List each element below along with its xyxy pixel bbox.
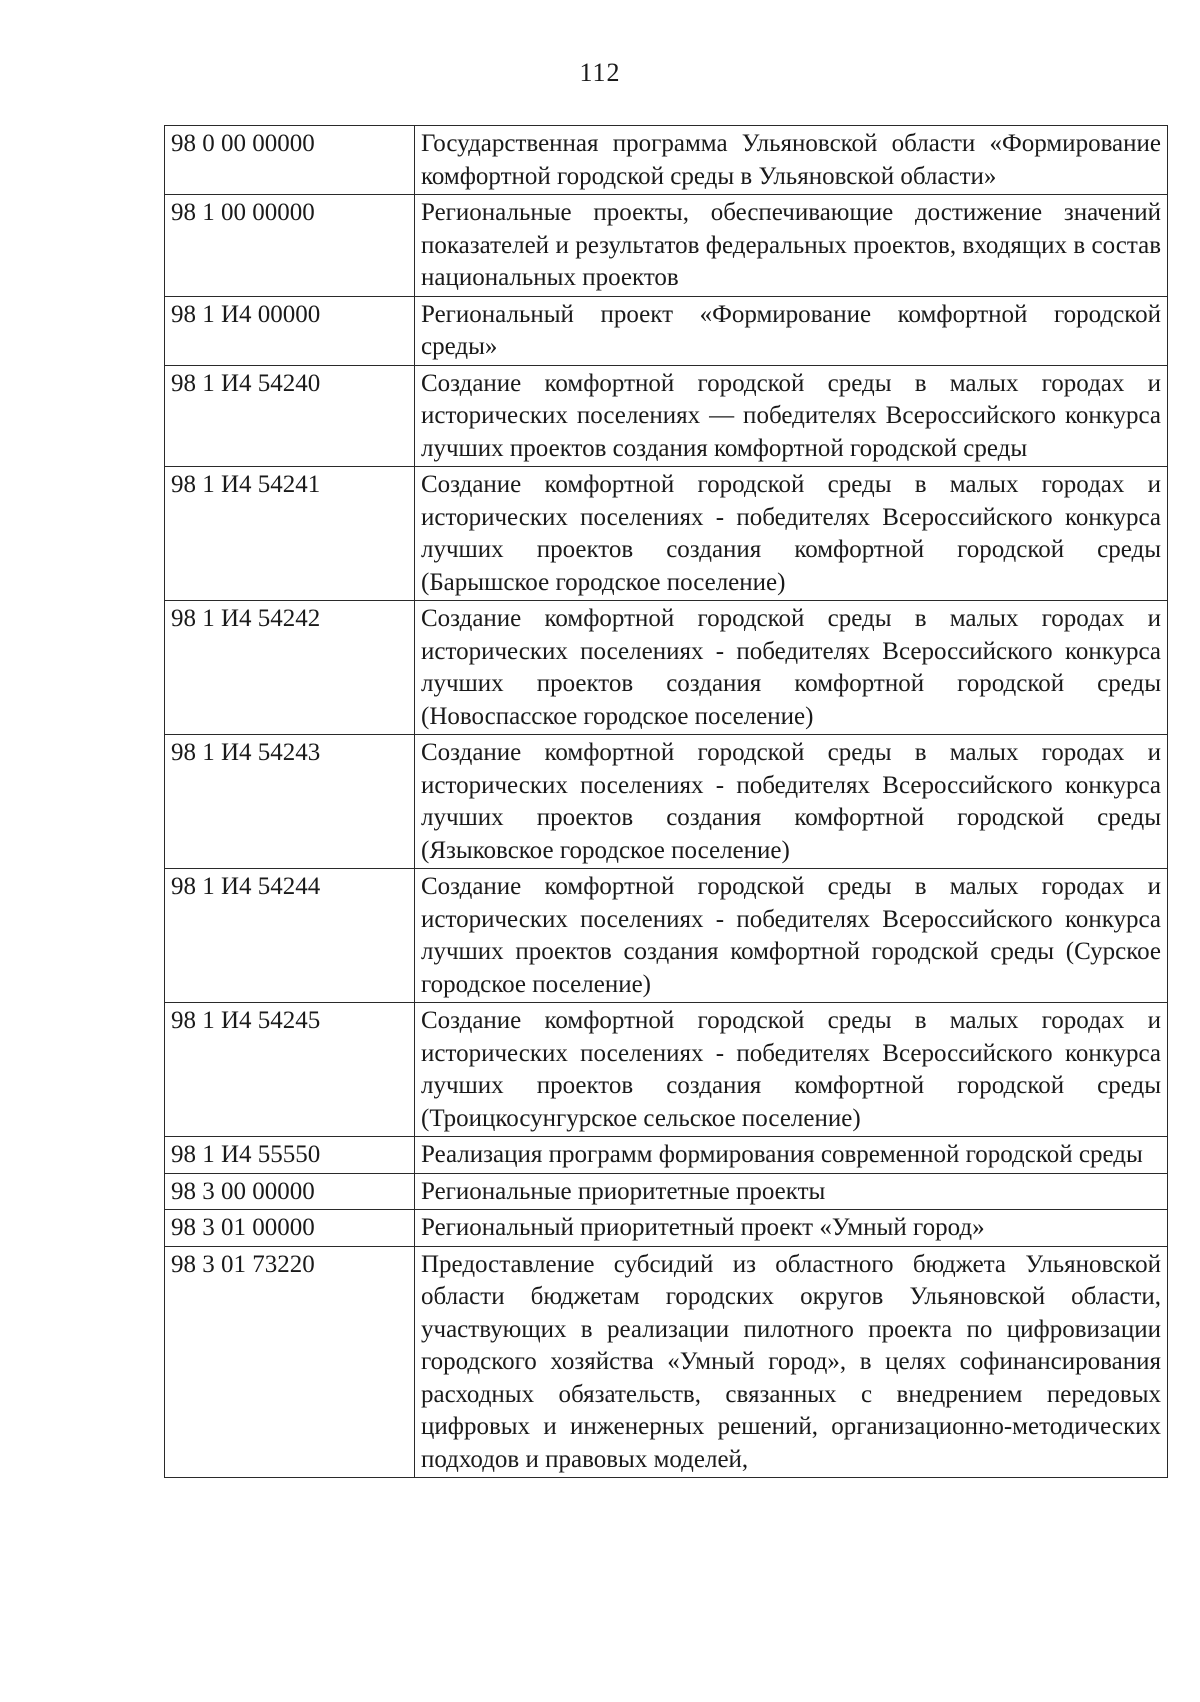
code-description: Создание комфортной городской среды в малых городах и исторических поселениях - победителях Всероссийского конкурса лучших проектов создания комфортной городской среды (Барышское городское поселение) xyxy=(415,467,1168,601)
code-description: Создание комфортной городской среды в малых городах и исторических поселениях - победителях Всероссийского конкурса лучших проектов создания комфортной городской среды (Сурское городское поселение) xyxy=(415,869,1168,1003)
code-description: Региональные проекты, обеспечивающие достижение значений показателей и результатов федеральных проектов, входящих в состав национальных проектов xyxy=(415,195,1168,297)
code-description: Реализация программ формирования современной городской среды xyxy=(415,1137,1168,1174)
page-number: 112 xyxy=(579,58,621,87)
classification-code: 98 1 00 00000 xyxy=(165,195,415,297)
classification-code: 98 1 И4 54245 xyxy=(165,1003,415,1137)
code-description: Государственная программа Ульяновской области «Формирование комфортной городской среды в Ульяновской области» xyxy=(415,126,1168,195)
classification-code: 98 1 И4 00000 xyxy=(165,296,415,365)
classification-code: 98 1 И4 54243 xyxy=(165,735,415,869)
classification-code: 98 3 01 00000 xyxy=(165,1210,415,1247)
classification-code: 98 1 И4 54240 xyxy=(165,365,415,467)
code-description: Региональные приоритетные проекты xyxy=(415,1173,1168,1210)
code-description: Региональный приоритетный проект «Умный город» xyxy=(415,1210,1168,1247)
code-description: Создание комфортной городской среды в малых городах и исторических поселениях - победителях Всероссийского конкурса лучших проектов создания комфортной городской среды (Новоспасское городское поселение) xyxy=(415,601,1168,735)
classification-code: 98 1 И4 54244 xyxy=(165,869,415,1003)
table-row xyxy=(165,126,1168,195)
table-row xyxy=(165,1137,1168,1174)
table-row xyxy=(165,869,1168,1003)
table-row xyxy=(165,1210,1168,1247)
code-description: Региональный проект «Формирование комфортной городской среды» xyxy=(415,296,1168,365)
classification-code: 98 1 И4 54242 xyxy=(165,601,415,735)
table-row xyxy=(165,601,1168,735)
table-row xyxy=(165,735,1168,869)
classification-code: 98 1 И4 54241 xyxy=(165,467,415,601)
table-row xyxy=(165,296,1168,365)
table-row xyxy=(165,467,1168,601)
code-description: Предоставление субсидий из областного бюджета Ульяновской области бюджетам городских округов Ульяновской области, участвующих в реализации пилотного проекта по цифровизации городского хозяйства «Умный город», в целях софинансирования расходных обязательств, связанных с внедрением передовых цифровых и инженерных решений, организационно-методических подходов и правовых моделей, xyxy=(415,1246,1168,1478)
code-description: Создание комфортной городской среды в малых городах и исторических поселениях - победителях Всероссийского конкурса лучших проектов создания комфортной городской среды (Троицкосунгурское сельское поселение) xyxy=(415,1003,1168,1137)
classification-code: 98 1 И4 55550 xyxy=(165,1137,415,1174)
code-description: Создание комфортной городской среды в малых городах и исторических поселениях — победителях Всероссийского конкурса лучших проектов создания комфортной городской среды xyxy=(415,365,1168,467)
classification-code: 98 3 01 73220 xyxy=(165,1246,415,1478)
table-row xyxy=(165,1246,1168,1478)
classification-code: 98 0 00 00000 xyxy=(165,126,415,195)
code-description: Создание комфортной городской среды в малых городах и исторических поселениях - победителях Всероссийского конкурса лучших проектов создания комфортной городской среды (Языковское городское поселение) xyxy=(415,735,1168,869)
table-row xyxy=(165,195,1168,297)
table-row xyxy=(165,1003,1168,1137)
classification-code: 98 3 00 00000 xyxy=(165,1173,415,1210)
table-row xyxy=(165,1173,1168,1210)
table-row xyxy=(165,365,1168,467)
budget-code-table xyxy=(164,125,1168,1478)
